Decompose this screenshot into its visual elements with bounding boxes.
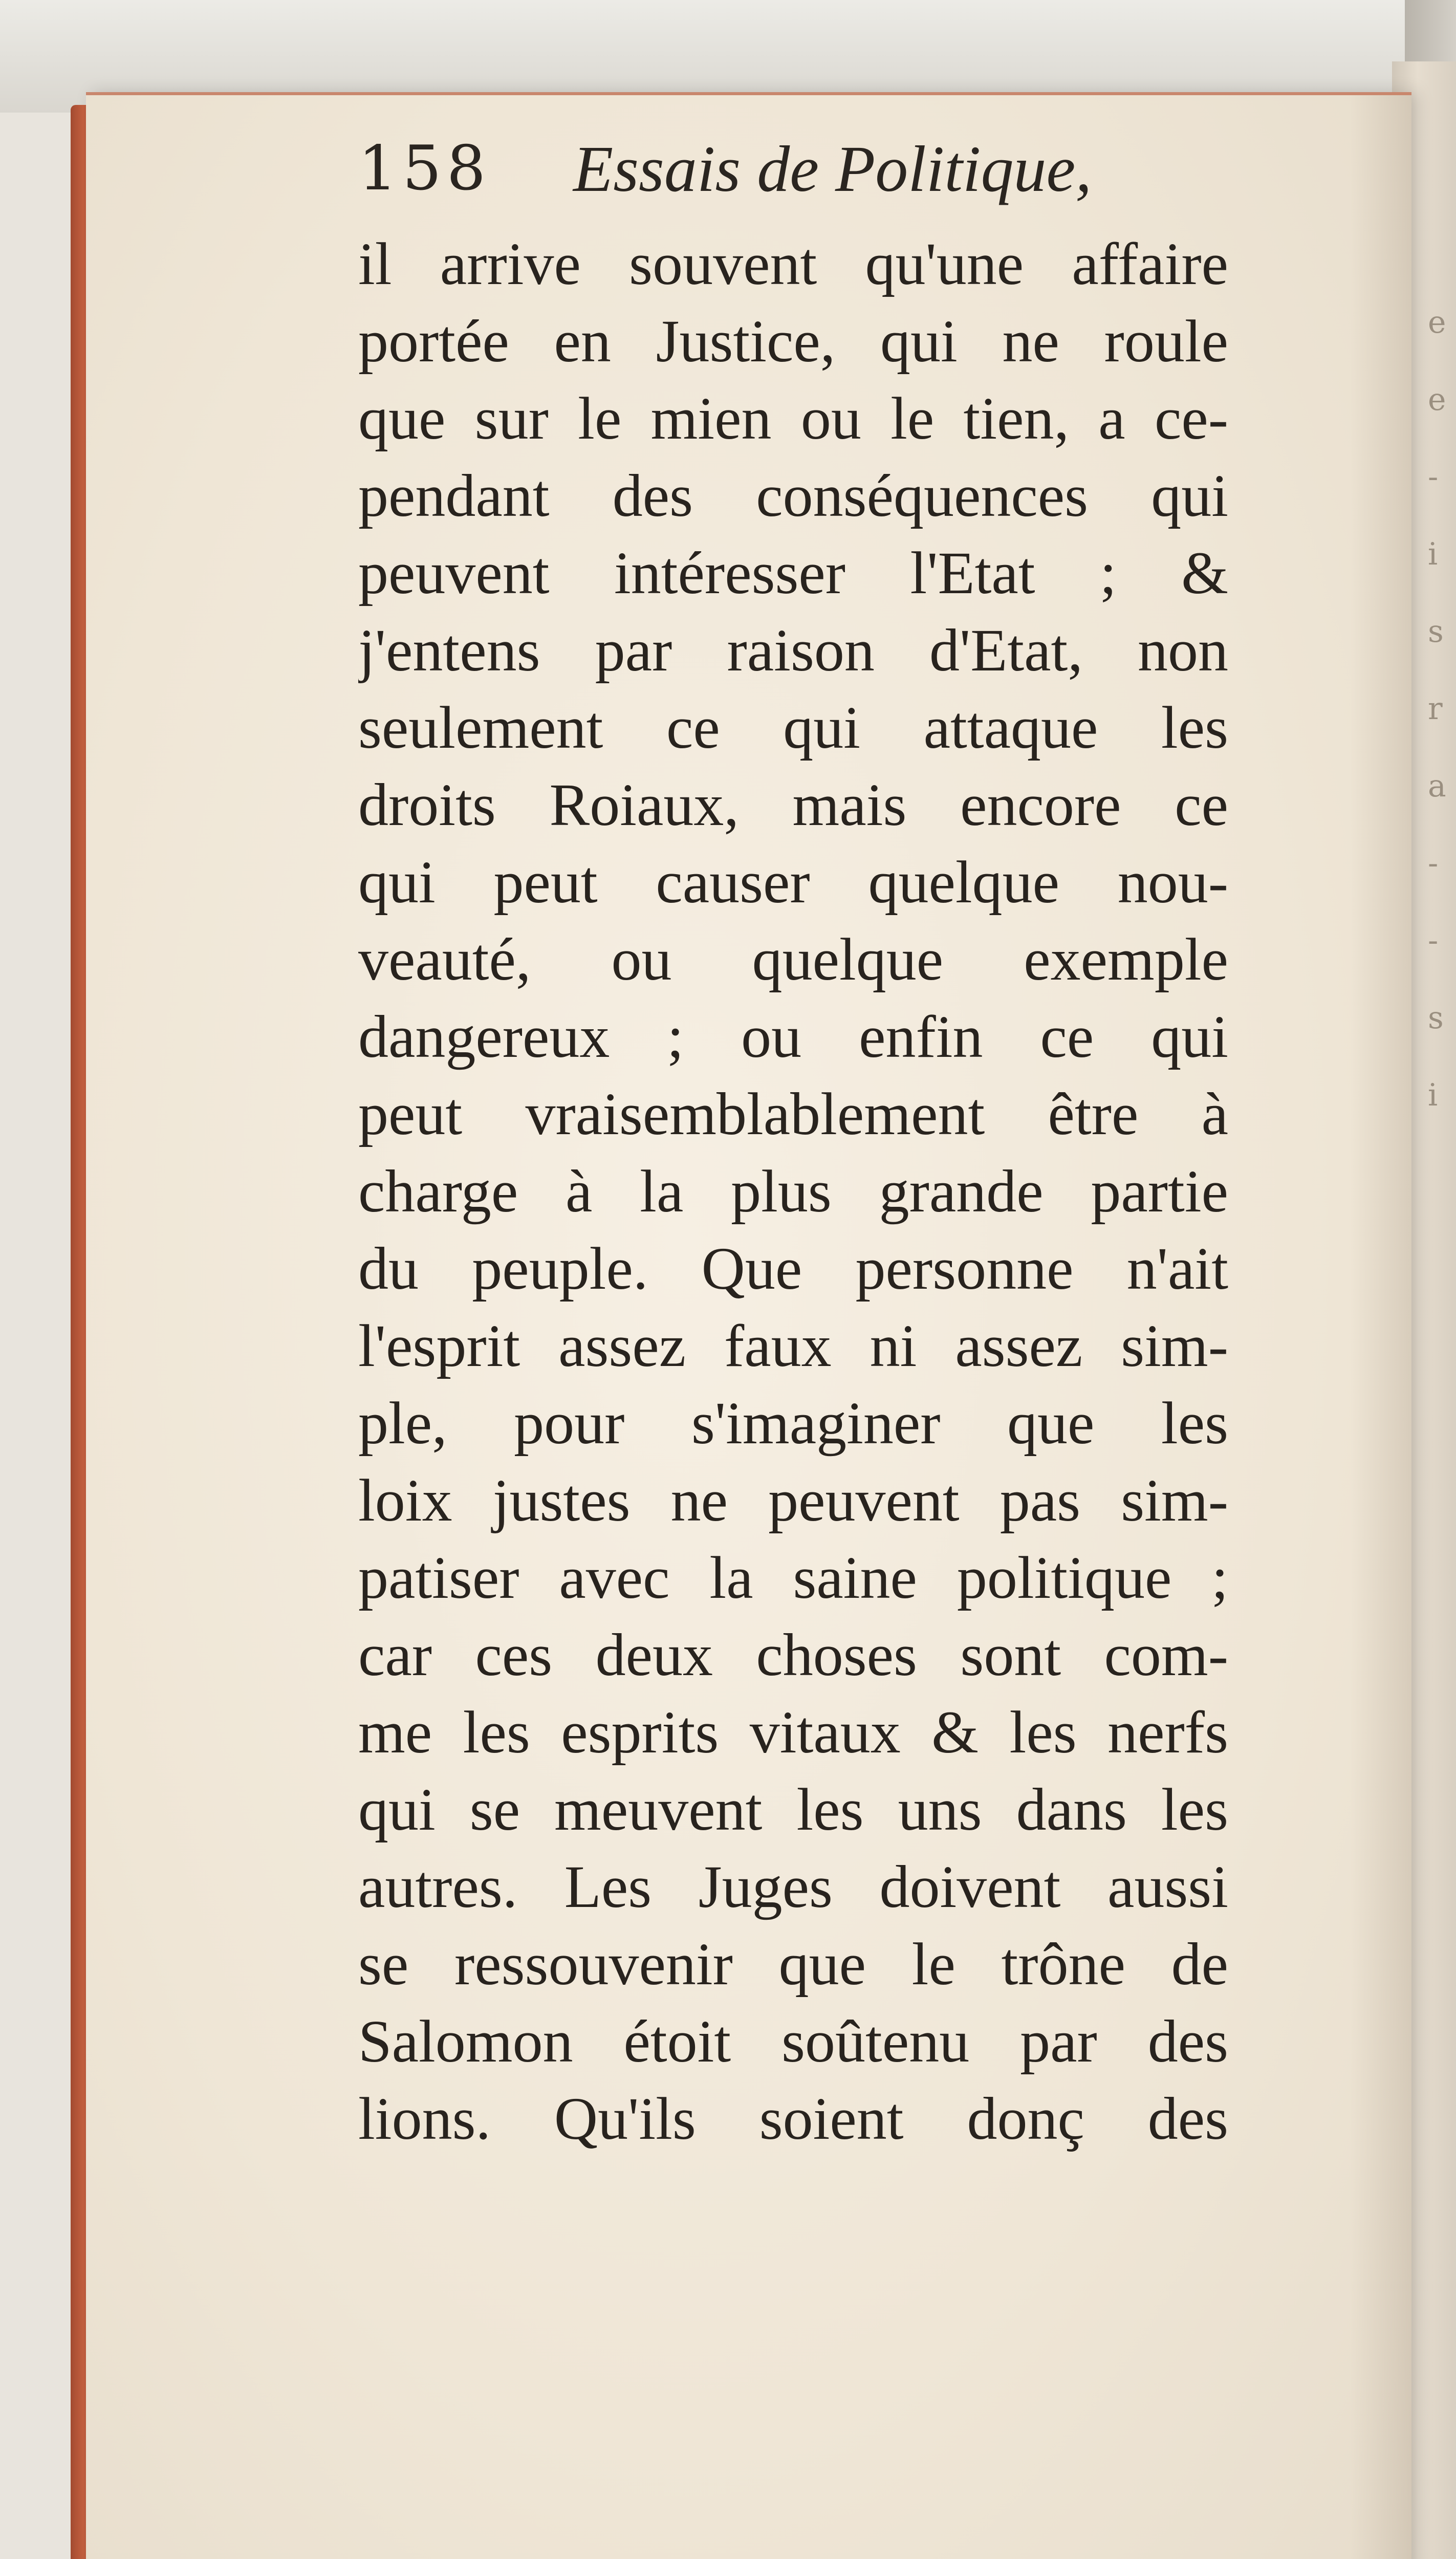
text-line: car ces deux choses sont com-: [358, 1621, 1228, 1688]
running-head: Essais de Politique,: [573, 133, 1092, 205]
text-line: autres. Les Juges doivent aussi: [358, 1853, 1228, 1920]
text-line: loix justes ne peuvent pas sim-: [358, 1467, 1228, 1534]
next-page-glyph: s: [1428, 614, 1444, 649]
text-line: se ressouvenir que le trône de: [358, 1931, 1228, 1998]
text-line: seulement ce qui attaque les: [358, 694, 1228, 761]
next-page-glyph: -: [1428, 459, 1439, 495]
next-page-glyph: i: [1428, 536, 1438, 572]
text-line: veauté, ou quelque exemple: [358, 926, 1228, 993]
text-line: Salomon étoit soûtenu par des: [358, 2008, 1228, 2075]
next-page-glyph: e: [1428, 382, 1446, 418]
next-page-glyph: r: [1428, 691, 1443, 727]
text-line: charge à la plus grande partie: [358, 1158, 1228, 1225]
text-line: portée en Justice, qui ne roule: [358, 308, 1228, 375]
text-line: droits Roiaux, mais encore ce: [358, 771, 1228, 838]
text-line: j'entens par raison d'Etat, non: [358, 617, 1228, 684]
text-line: qui se meuvent les uns dans les: [358, 1776, 1228, 1843]
text-line: pendant des conséquences qui: [358, 462, 1228, 529]
text-line: l'esprit assez faux ni assez sim-: [358, 1312, 1228, 1379]
next-page-glyph: i: [1428, 1077, 1438, 1113]
next-page-glyph: s: [1428, 1000, 1444, 1036]
next-page-glyph: a: [1428, 768, 1446, 804]
text-line: du peuple. Que personne n'ait: [358, 1235, 1228, 1302]
text-line: qui peut causer quelque nou-: [358, 849, 1228, 916]
next-page-glyph: e: [1428, 305, 1446, 340]
text-line: peut vraisemblablement être à: [358, 1080, 1228, 1147]
text-line: que sur le mien ou le tien, a ce-: [358, 385, 1228, 452]
text-line: me les esprits vitaux & les nerfs: [358, 1699, 1228, 1766]
page-header: [358, 113, 1254, 225]
text-line: patiser avec la saine politique ;: [358, 1544, 1228, 1611]
text-line: ple, pour s'imaginer que les: [358, 1390, 1228, 1457]
text-line: lions. Qu'ils soient donç des: [358, 2085, 1228, 2152]
body-text: [358, 225, 1228, 2157]
next-page-glyph: -: [1428, 845, 1439, 881]
next-page-glyph: -: [1428, 923, 1439, 959]
page-gutter-shadow: [1350, 95, 1411, 2559]
text-line: dangereux ; ou enfin ce qui: [358, 1003, 1228, 1070]
text-line: il arrive souvent qu'une affaire: [358, 230, 1228, 297]
text-line: peuvent intéresser l'Etat ; &: [358, 539, 1228, 606]
page-number: 158: [358, 133, 491, 204]
